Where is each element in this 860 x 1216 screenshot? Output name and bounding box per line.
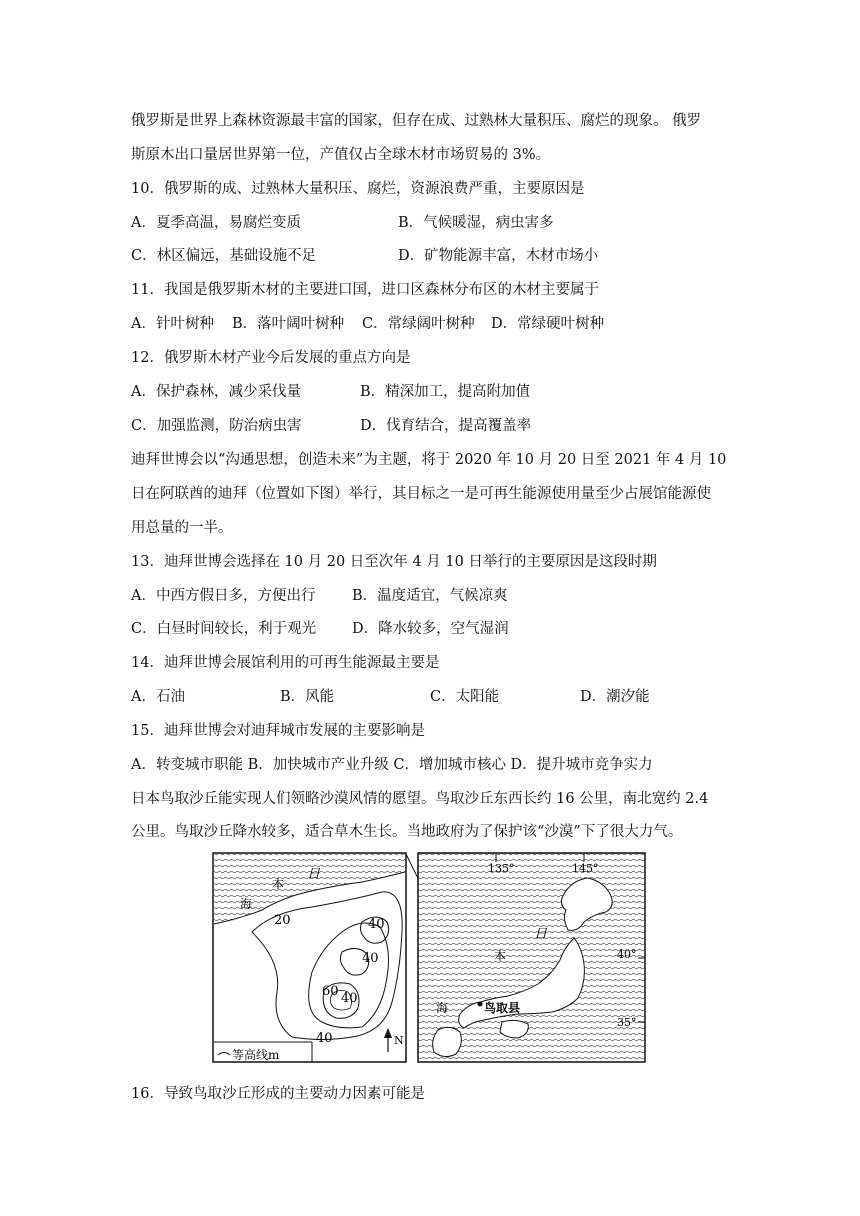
q14-stem: 14．迪拜世博会展馆利用的可再生能源最主要是 [131, 655, 440, 671]
passage2-line3: 用总量的一半。 [131, 520, 233, 536]
q10-option-c: C．林区偏远，基础设施不足 [131, 248, 317, 264]
q13-option-c: C．白昼时间较长，利于观光 [131, 621, 317, 637]
right-map-panel [418, 853, 645, 1062]
contour-label-60: 60 [322, 984, 339, 999]
q11-option-a: A．针叶树种 [131, 316, 214, 332]
q10-option-b: B．气候暖湿，病虫害多 [398, 215, 554, 231]
q10-option-a: A．夏季高温，易腐烂变质 [131, 215, 301, 231]
q12-option-d: D．伐育结合，提高覆盖率 [360, 418, 532, 434]
q12-option-c: C．加强监测，防治病虫害 [131, 418, 302, 434]
contour-label-20: 20 [274, 913, 291, 928]
passage1-line1: 俄罗斯是世界上森林资源最丰富的国家，但存在成、过熟林大量积压、腐烂的现象。 俄罗 [131, 113, 702, 129]
q11-option-b: B．落叶阔叶树种 [232, 316, 345, 332]
passage3-line2: 公里。鸟取沙丘降水较多，适合草木生长。当地政府为了保护该“沙漠”下了很大力气。 [131, 824, 683, 840]
lon-label-145: 145° [572, 862, 599, 875]
q12-stem: 12．俄罗斯木材产业今后发展的重点方向是 [131, 350, 411, 366]
tottori-place-label: 鸟取县 [484, 1001, 521, 1015]
lat-label-40: 40° [617, 948, 637, 961]
q13-option-a: A．中西方假日多，方便出行 [131, 588, 316, 604]
q11-stem: 11．我国是俄罗斯木材的主要进口国，进口区森林分布区的木材主要属于 [131, 282, 599, 298]
q16-stem: 16．导致鸟取沙丘形成的主要动力因素可能是 [131, 1086, 425, 1102]
passage2-line1: 迪拜世博会以“沟通思想，创造未来”为主题，将于 2020 年 10 月 20 日至 2021 年 4 月 10 [131, 452, 727, 468]
north-label: N [394, 1034, 404, 1047]
right-label-hai: 海 [436, 1001, 449, 1015]
lat-label-35: 35° [617, 1016, 637, 1029]
q14-option-c: C．太阳能 [430, 689, 500, 705]
passage1-line2: 斯原木出口量居世界第一位，产值仅占全球木材市场贸易的 3%。 [131, 147, 551, 163]
tottori-map-figure [212, 852, 646, 1064]
passage2-line2: 日在阿联酋的迪拜（位置如下图）举行，其目标之一是可再生能源使用量至少占展馆能源使 [131, 486, 711, 502]
q10-stem: 10．俄罗斯的成、过熟林大量积压、腐烂，资源浪费严重，主要原因是 [131, 181, 585, 197]
right-label-ben: 本 [494, 949, 507, 963]
left-map-panel [213, 853, 406, 1062]
contour-label-40c: 40 [341, 991, 358, 1006]
lon-label-135: 135° [488, 862, 515, 875]
tottori-location-marker [478, 1002, 483, 1007]
q15-stem: 15．迪拜世博会对迪拜城市发展的主要影响是 [131, 723, 425, 739]
legend-contour-label: 等高线m [232, 1048, 280, 1062]
q12-option-a: A．保护森林，减少采伐量 [131, 384, 301, 400]
contour-label-40d: 40 [316, 1031, 333, 1046]
right-label-ri: 日 [534, 927, 548, 942]
q13-stem: 13．迪拜世博会选择在 10 月 20 日至次年 4 月 10 日举行的主要原因是这段时期 [131, 554, 657, 570]
q14-option-a: A．石油 [131, 689, 185, 705]
q12-option-b: B．精深加工，提高附加值 [360, 384, 531, 400]
contour-label-40a: 40 [368, 917, 385, 932]
q14-option-b: B．风能 [280, 689, 335, 705]
q15-options: A．转变城市职能 B．加快城市产业升级 C．增加城市核心 D．提升城市竞争实力 [131, 757, 653, 773]
passage3-line1: 日本鸟取沙丘能实现人们领略沙漠风情的愿望。鸟取沙丘东西长约 16 公里，南北宽约 2.4 [131, 791, 709, 807]
q14-option-d: D．潮汐能 [580, 689, 650, 705]
q13-option-b: B．温度适宜，气候凉爽 [352, 588, 508, 604]
left-label-ben: 本 [272, 877, 285, 891]
left-label-hai: 海 [240, 897, 253, 911]
left-label-ri: 日 [307, 867, 321, 882]
q10-option-d: D．矿物能源丰富，木材市场小 [398, 248, 599, 264]
q11-option-d: D．常绿硬叶树种 [491, 316, 605, 332]
q13-option-d: D．降水较多，空气湿润 [352, 621, 509, 637]
contour-label-40b: 40 [362, 951, 379, 966]
q11-option-c: C．常绿阔叶树种 [362, 316, 475, 332]
